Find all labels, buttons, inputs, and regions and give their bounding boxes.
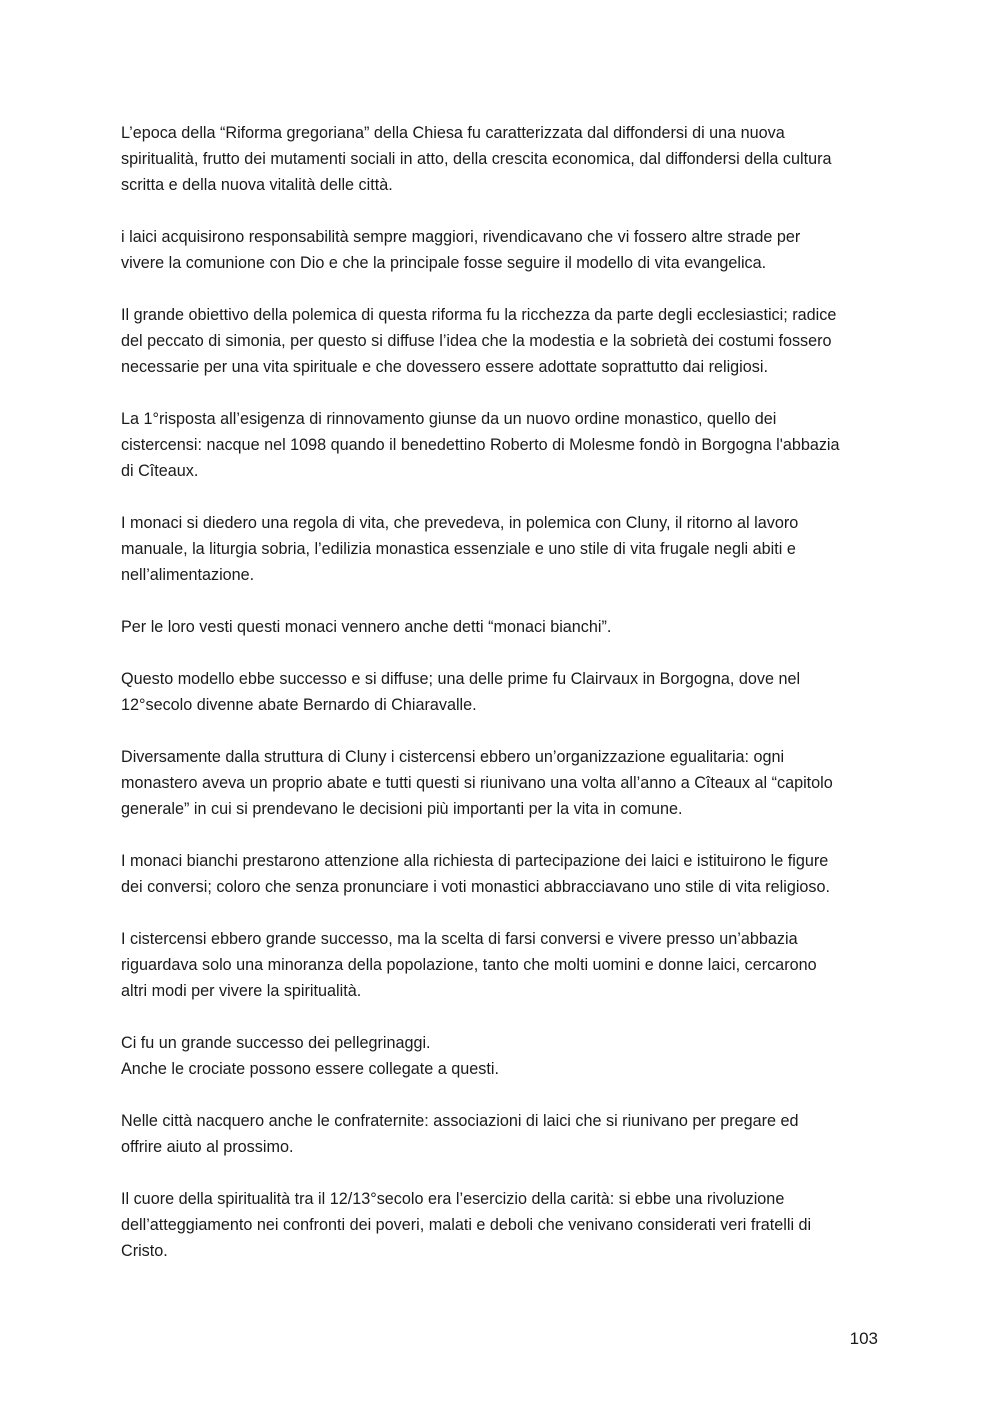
text-line: Il grande obiettivo della polemica di questa riforma fu la ricchezza da parte degli ecclesiastici; radice bbox=[121, 306, 837, 324]
text-line: Diversamente dalla struttura di Cluny i cistercensi ebbero un’organizzazione egualitaria: ogni bbox=[121, 748, 785, 766]
text-line: Questo modello ebbe successo e si diffuse; una delle prime fu Clairvaux in Borgogna, dove nel bbox=[121, 670, 801, 688]
text-line: del peccato di simonia, per questo si diffuse l’idea che la modestia e la sobrietà dei costumi fossero bbox=[121, 332, 832, 350]
page-number: 103 bbox=[849, 1329, 878, 1348]
text-line: dell’atteggiamento nei confronti dei poveri, malati e deboli che venivano considerati veri fratelli di bbox=[121, 1216, 812, 1234]
paragraph bbox=[121, 926, 886, 1004]
text-line: altri modi per vivere la spiritualità. bbox=[121, 982, 362, 1000]
paragraph bbox=[121, 1030, 886, 1082]
text-line: I cistercensi ebbero grande successo, ma la scelta di farsi conversi e vivere presso un’abbazia bbox=[121, 930, 798, 948]
paragraph bbox=[121, 666, 886, 718]
text-line: scritta e della nuova vitalità delle città. bbox=[121, 176, 393, 194]
text-line: di Cîteaux. bbox=[121, 462, 199, 480]
text-line: Nelle città nacquero anche le confraternite: associazioni di laici che si riunivano per pregare ed bbox=[121, 1112, 799, 1130]
text-line: nell’alimentazione. bbox=[121, 566, 255, 584]
paragraph bbox=[121, 744, 886, 822]
text-line: monastero aveva un proprio abate e tutti questi si riunivano una volta all’anno a Cîteaux al “capitolo bbox=[121, 774, 833, 792]
body-text bbox=[121, 120, 886, 1290]
paragraph bbox=[121, 614, 886, 640]
text-line: I monaci bianchi prestarono attenzione alla richiesta di partecipazione dei laici e istituirono le figure bbox=[121, 852, 829, 870]
text-line: offrire aiuto al prossimo. bbox=[121, 1138, 294, 1156]
paragraph bbox=[121, 120, 886, 198]
text-line: L’epoca della “Riforma gregoriana” della Chiesa fu caratterizzata dal diffondersi di una nuova bbox=[121, 124, 785, 142]
paragraph bbox=[121, 1186, 886, 1264]
text-line: necessarie per una vita spirituale e che dovessero essere adottate soprattutto dai religiosi. bbox=[121, 358, 768, 376]
paragraph bbox=[121, 848, 886, 900]
text-line: cistercensi: nacque nel 1098 quando il benedettino Roberto di Molesme fondò in Borgogna l'abbazia bbox=[121, 436, 840, 454]
paragraph bbox=[121, 406, 886, 484]
paragraph bbox=[121, 224, 886, 276]
text-line: riguardava solo una minoranza della popolazione, tanto che molti uomini e donne laici, cercarono bbox=[121, 956, 817, 974]
text-line: generale” in cui si prendevano le decisioni più importanti per la vita in comune. bbox=[121, 800, 683, 818]
text-line: Cristo. bbox=[121, 1242, 168, 1260]
text-line: manuale, la liturgia sobria, l’edilizia monastica essenziale e uno stile di vita frugale negli abiti e bbox=[121, 540, 796, 558]
text-line: dei conversi; coloro che senza pronunciare i voti monastici abbracciavano uno stile di vita religioso. bbox=[121, 878, 831, 896]
text-line: I monaci si diedero una regola di vita, che prevedeva, in polemica con Cluny, il ritorno al lavoro bbox=[121, 514, 799, 532]
text-line: i laici acquisirono responsabilità sempre maggiori, rivendicavano che vi fossero altre strade per bbox=[121, 228, 801, 246]
paragraph bbox=[121, 510, 886, 588]
text-line: Per le loro vesti questi monaci vennero anche detti “monaci bianchi”. bbox=[121, 618, 612, 636]
paragraph bbox=[121, 1108, 886, 1160]
text-line: Ci fu un grande successo dei pellegrinaggi. bbox=[121, 1034, 431, 1052]
text-line: Anche le crociate possono essere collegate a questi. bbox=[121, 1060, 499, 1078]
text-line: spiritualità, frutto dei mutamenti sociali in atto, della crescita economica, dal diffondersi della cultura bbox=[121, 150, 832, 168]
text-line: 12°secolo divenne abate Bernardo di Chiaravalle. bbox=[121, 696, 477, 714]
text-line: La 1°risposta all’esigenza di rinnovamento giunse da un nuovo ordine monastico, quello dei bbox=[121, 410, 777, 428]
paragraph bbox=[121, 302, 886, 380]
text-line: vivere la comunione con Dio e che la principale fosse seguire il modello di vita evangelica. bbox=[121, 254, 767, 272]
text-line: Il cuore della spiritualità tra il 12/13°secolo era l’esercizio della carità: si ebbe una rivoluzione bbox=[121, 1190, 785, 1208]
